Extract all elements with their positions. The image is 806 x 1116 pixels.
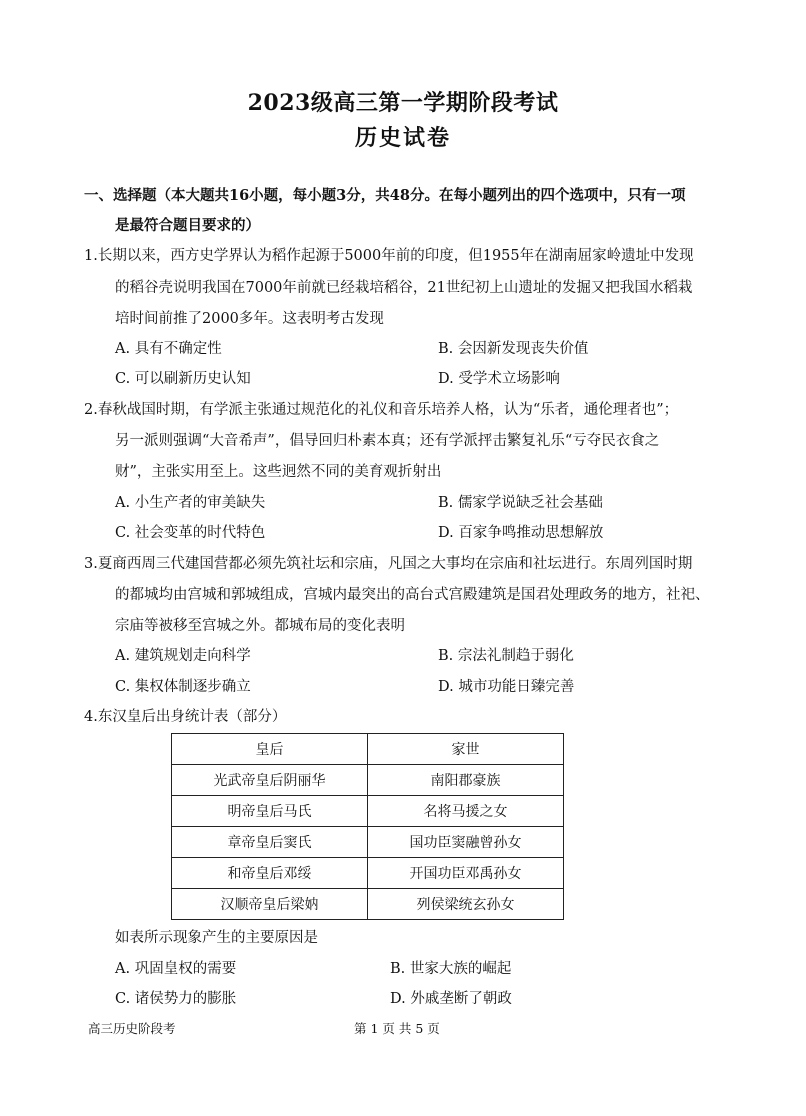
q4-option-a[interactable]: A. 巩固皇权的需要 — [115, 961, 237, 977]
table-header-cell: 家世 — [368, 734, 564, 765]
exam-title: 2023级高三第一学期阶段考试 — [247, 90, 559, 116]
table-cell: 明帝皇后马氏 — [172, 796, 368, 827]
q3-stem-line3: 宗庙等被移至宫城之外。都城布局的变化表明 — [115, 618, 405, 634]
table-row — [172, 827, 564, 858]
q2-option-a[interactable]: A. 小生产者的审美缺失 — [115, 495, 266, 511]
q2-stem-line2: 另一派则强调“大音希声”，倡导回归朴素本真；还有学派抨击繁复礼乐“亏夺民衣食之 — [115, 433, 660, 449]
q1-option-d[interactable]: D. 受学术立场影响 — [438, 371, 560, 387]
table-header-cell: 皇后 — [172, 734, 368, 765]
exam-subtitle: 历史试卷 — [354, 125, 451, 151]
table-cell: 开国功臣邓禹孙女 — [368, 858, 564, 889]
q3-option-b[interactable]: B. 宗法礼制趋于弱化 — [438, 648, 574, 664]
section-heading-line1: 一、选择题（本大题共16小题，每小题3分，共48分。在每小题列出的四个选项中，只有一项 — [84, 187, 686, 204]
q3-option-c[interactable]: C. 集权体制逐步确立 — [115, 679, 251, 695]
table-cell: 章帝皇后窦氏 — [172, 827, 368, 858]
q2-option-c[interactable]: C. 社会变革的时代特色 — [115, 525, 266, 541]
q1-stem-line2: 的稻谷壳说明我国在7000年前就已经栽培稻谷，21世纪初上山遗址的发掘又把我国水稻栽 — [115, 280, 693, 296]
q1-stem-line1: 1.长期以来，西方史学界认为稻作起源于5000年前的印度，但1955年在湖南屈家岭遗址中发现 — [84, 248, 694, 264]
q1-option-c[interactable]: C. 可以刷新历史认知 — [115, 371, 251, 387]
table-row — [172, 889, 564, 920]
q1-option-a[interactable]: A. 具有不确定性 — [115, 341, 222, 357]
q3-option-a[interactable]: A. 建筑规划走向科学 — [115, 648, 251, 664]
table-row — [172, 765, 564, 796]
section-heading-line2: 是最符合题目要求的） — [115, 217, 260, 234]
q1-option-b[interactable]: B. 会因新发现丧失价值 — [438, 341, 589, 357]
q1-stem-line3: 培时间前推了2000多年。这表明考古发现 — [115, 311, 384, 327]
table-cell: 列侯梁统玄孙女 — [368, 889, 564, 920]
empress-origin-table — [171, 733, 564, 920]
footer-page-number: 第 1 页 共 5 页 — [354, 1021, 440, 1036]
q3-option-d[interactable]: D. 城市功能日臻完善 — [438, 679, 575, 695]
table-row — [172, 858, 564, 889]
table-cell: 汉顺帝皇后梁妠 — [172, 889, 368, 920]
table-cell: 名将马援之女 — [368, 796, 564, 827]
q2-option-b[interactable]: B. 儒家学说缺乏社会基础 — [438, 495, 603, 511]
q4-stem: 4.东汉皇后出身统计表（部分） — [84, 709, 287, 725]
table-header-row — [172, 734, 564, 765]
q3-stem-line2: 的都城均由宫城和郭城组成，宫城内最突出的高台式宫殿建筑是国君处理政务的地方，社祀、 — [115, 587, 710, 603]
q4-option-d[interactable]: D. 外戚垄断了朝政 — [390, 991, 512, 1007]
table-cell: 光武帝皇后阴丽华 — [172, 765, 368, 796]
table-cell: 和帝皇后邓绥 — [172, 858, 368, 889]
q2-stem-line3: 财”，主张实用至上。这些迥然不同的美育观折射出 — [115, 464, 442, 480]
table-cell: 国功臣窦融曾孙女 — [368, 827, 564, 858]
q4-option-c[interactable]: C. 诸侯势力的膨胀 — [115, 991, 237, 1007]
footer-course: 高三历史阶段考 — [88, 1021, 176, 1036]
table-cell: 南阳郡豪族 — [368, 765, 564, 796]
q3-stem-line1: 3.夏商西周三代建国营都必须先筑社坛和宗庙，凡国之大事均在宗庙和社坛进行。东周列国时期 — [84, 556, 693, 572]
q4-question: 如表所示现象产生的主要原因是 — [115, 930, 318, 946]
q2-option-d[interactable]: D. 百家争鸣推动思想解放 — [438, 525, 604, 541]
table-row — [172, 796, 564, 827]
q4-option-b[interactable]: B. 世家大族的崛起 — [390, 961, 512, 977]
q2-stem-line1: 2.春秋战国时期，有学派主张通过规范化的礼仪和音乐培养人格，认为“乐者，通伦理者也”； — [84, 402, 679, 418]
